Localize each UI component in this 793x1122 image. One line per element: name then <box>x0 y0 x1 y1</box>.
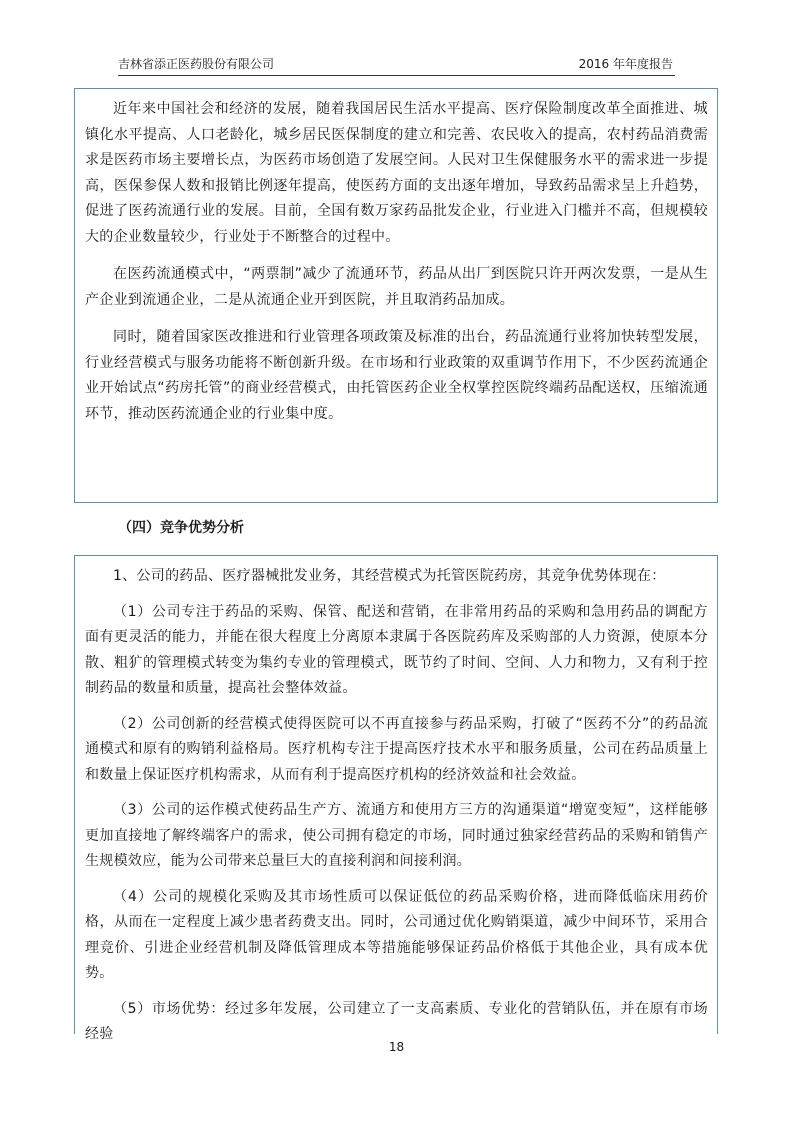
competitive-advantage-box <box>74 555 718 1042</box>
industry-overview-box <box>74 88 718 503</box>
header-company-name: 吉林省添正医药股份有限公司 <box>118 57 275 71</box>
paragraph: 在医药流通模式中，“两票制”减少了流通环节，药品从出厂到医院只许开两次发票，一是从生产企业到流通企业，二是从流通企业开到医院，并且取消药品加成。 <box>85 266 708 308</box>
section-heading: （四）竞争优势分析 <box>118 520 244 536</box>
paragraph: 同时，随着国家医改推进和行业管理各项政策及标准的出台，药品流通行业将加快转型发展，行业经营模式与服务功能将不断创新升级。在市场和行业政策的双重调节作用下，不少医药流通企业开始试点“药房托管”的商业经营模式，由托管医药企业全权掌控医院终端药品配送权，压缩流通环节，推动医药流通企业的行业集中度。 <box>85 329 708 422</box>
paragraph: 1、公司的药品、医疗器械批发业务，其经营模式为托管医院药房，其竞争优势体现在： <box>113 568 666 584</box>
header-report-title: 2016 年年度报告 <box>578 57 673 71</box>
page-header <box>118 55 675 76</box>
paragraph: （5）市场优势：经过多年发展，公司建立了一支高素质、专业化的营销队伍，并在原有市场经验 <box>85 1000 708 1042</box>
page-number: 18 <box>388 1040 405 1054</box>
paragraph: （2）公司创新的经营模式使得医院可以不再直接参与药品采购，打破了“医药不分”的药品流通模式和原有的购销利益格局。医疗机构专注于提高医疗技术水平和服务质量，公司在药品质量上和数量上保证医疗机构需求，从而有利于提高医疗机构的经济效益和社会效益。 <box>85 715 708 783</box>
paragraph: （4）公司的规模化采购及其市场性质可以保证低位的药品采购价格，进而降低临床用药价格，从而在一定程度上减少患者药费支出。同时，公司通过优化购销渠道，减少中间环节，采用合理竞价、引进企业经营机制及降低管理成本等措施能够保证药品价格低于其他企业，具有成本优势。 <box>85 888 708 981</box>
paragraph: 近年来中国社会和经济的发展，随着我国居民生活水平提高、医疗保险制度改革全面推进、城镇化水平提高、人口老龄化，城乡居民医保制度的建立和完善、农民收入的提高，农村药品消费需求是医药市场主要增长点，为医药市场创造了发展空间。人民对卫生保健服务水平的需求进一步提高，医保参保人数和报销比例逐年提高，使医药方面的支出逐年增加，导致药品需求呈上升趋势，促进了医药流通行业的发展。目前，全国有数万家药品批发企业，行业进入门槛并不高，但规模较大的企业数量较少，行业处于不断整合的过程中。 <box>85 101 708 245</box>
paragraph: （1）公司专注于药品的采购、保管、配送和营销，在非常用药品的采购和急用药品的调配方面有更灵活的能力，并能在很大程度上分离原本隶属于各医院药库及采购部的人力资源，使原本分散、粗犷的管理模式转变为集约专业的管理模式，既节约了时间、空间、人力和物力，又有利于控制药品的数量和质量，提高社会整体效益。 <box>85 603 708 696</box>
paragraph: （3）公司的运作模式使药品生产方、流通方和使用方三方的沟通渠道“增宽变短”，这样能够更加直接地了解终端客户的需求，使公司拥有稳定的市场，同时通过独家经营药品的采购和销售产生规模效应，能为公司带来总量巨大的直接利润和间接利润。 <box>85 802 708 869</box>
